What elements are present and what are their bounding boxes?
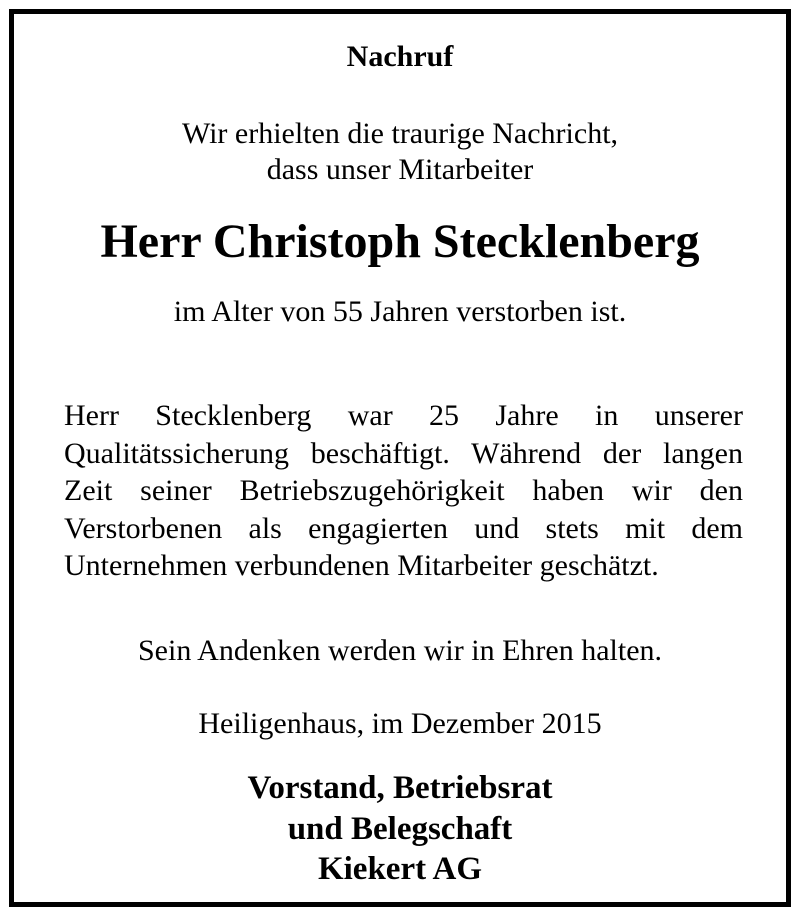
tribute-line-3: Zeit seiner Betriebszugehörigkeit haben wir den bbox=[64, 474, 743, 507]
tribute-line-1: Herr Stecklenberg war 25 Jahre in unserer bbox=[64, 399, 743, 432]
intro-line-2: dass unser Mitarbeiter bbox=[266, 153, 534, 186]
signature-line-2: und Belegschaft bbox=[287, 811, 513, 847]
remembrance-line: Sein Andenken werden wir in Ehren halten. bbox=[137, 634, 663, 667]
age-line: im Alter von 55 Jahren verstorben ist. bbox=[173, 295, 627, 328]
tribute-line-2: Qualitätssicherung beschäftigt. Während der langen bbox=[64, 436, 743, 470]
deceased-name: Herr Christoph Stecklenberg bbox=[100, 215, 700, 268]
intro-line-1: Wir erhielten die traurige Nachricht, bbox=[181, 117, 619, 150]
signature-line-1: Vorstand, Betriebsrat bbox=[247, 770, 553, 806]
obituary-heading: Nachruf bbox=[346, 40, 454, 73]
place-date: Heiligenhaus, im Dezember 2015 bbox=[198, 707, 602, 740]
tribute-line-5: Unternehmen verbundenen Mitarbeiter geschätzt. bbox=[64, 549, 659, 582]
tribute-paragraph bbox=[64, 397, 743, 585]
tribute-line-4: Verstorbenen als engagierten und stets mit dem bbox=[64, 511, 743, 545]
signature-company: Kiekert AG bbox=[317, 851, 483, 887]
